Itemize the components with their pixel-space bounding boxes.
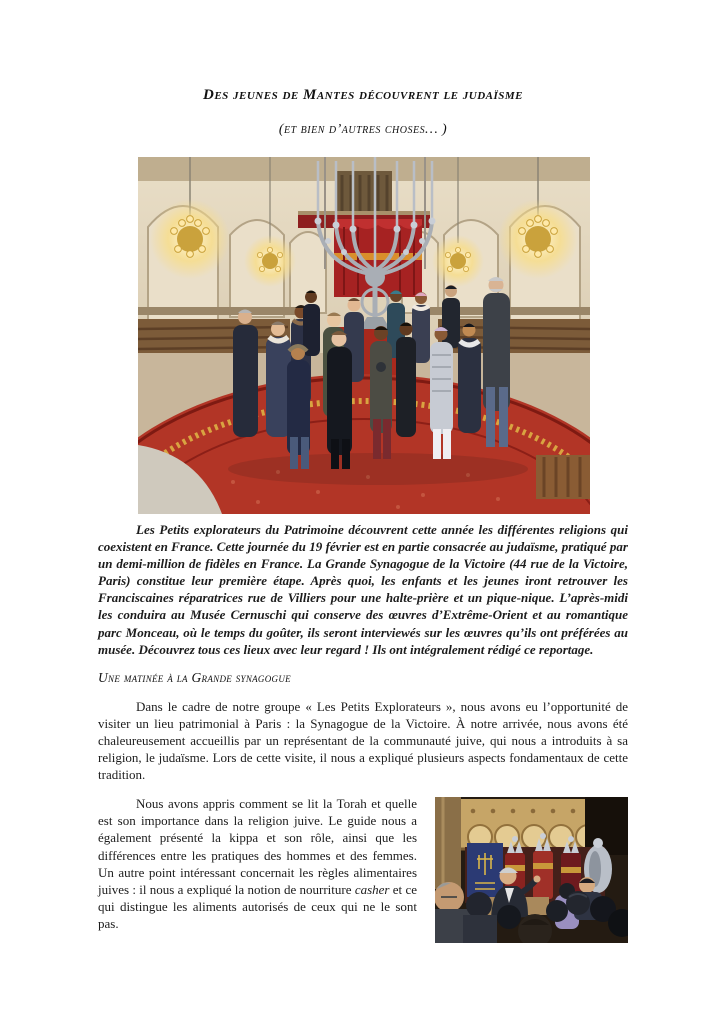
dark-corner (585, 797, 628, 855)
paragraph-visit: Dans le cadre de notre groupe « Les Petits Explorateurs », nous avons eu l’opportunité de visiter un lieu patrimonial à Paris : la Synagogue de la Victoire. À notre arrivée, nous avons été chaleureusement accueillis par un représentant de la communauté juive, qui nous a introduits à sa religion, le judaïsme. Lors de cette visite, il nous a expliqué plusieurs aspects fondamentaux de cette tradition. (98, 698, 628, 783)
paragraph-torah-block (98, 795, 628, 947)
word-casher: casher (354, 881, 390, 897)
torah-presentation-photo-illustration (435, 797, 628, 943)
section-heading-morning-synagogue: Une matinée à la Grande synagogue (98, 669, 291, 685)
page-subtitle: (et bien d’autres choses… ) (278, 122, 448, 137)
synagogue-group-photo (138, 157, 590, 514)
paragraph-torah-part1: Nous avons appris comment se lit la Torah et quelle est son importance dans la religion juive. Le guide nous a également présenté la kippa et son rôle, ainsi que les différences entre les pratiques des hommes et des femmes. Un autre point intéressant concernait les règles alimentaires juives : il nous a expliqué la notion de nourriture (98, 796, 417, 897)
synagogue-group-photo-illustration (138, 157, 590, 514)
torah-ark-banner (467, 843, 503, 897)
torah-presentation-photo (435, 797, 628, 943)
paragraph-torah-part2: et ce qui distingue les aliments autorisés de ceux qui ne le sont pas. (98, 881, 417, 931)
page-title: Des jeunes de Mantes découvrent le judaïsme (202, 87, 523, 103)
side-chairs (536, 455, 590, 499)
intro-paragraph: Les Petits explorateurs du Patrimoine découvrent cette année les différentes religions qui coexistent en France. Cette journée du 19 février est en partie consacrée au judaïsme, pratiqué par un demi-million de fidèles en France. La Grande Synagogue de la Victoire (44 rue de la Victoire, Paris) constitue leur première étape. Après quoi, les enfants et les jeunes iront retrouver les Franciscaines réparatrices rue de Villiers pour une halte-prière et un pique-nique. L’après-midi les conduira au Musée Cernuschi qui conserve des œuvres d’Extrême-Orient et au romantique parc Monceau, où le temps du goûter, ils seront interviewés sur les œuvres qu’ils ont préférées au musée. Découvrez tous ces lieux avec leur regard ! Ils ont intégralement rédigé ce reportage. (98, 522, 628, 657)
left-column (435, 797, 461, 889)
